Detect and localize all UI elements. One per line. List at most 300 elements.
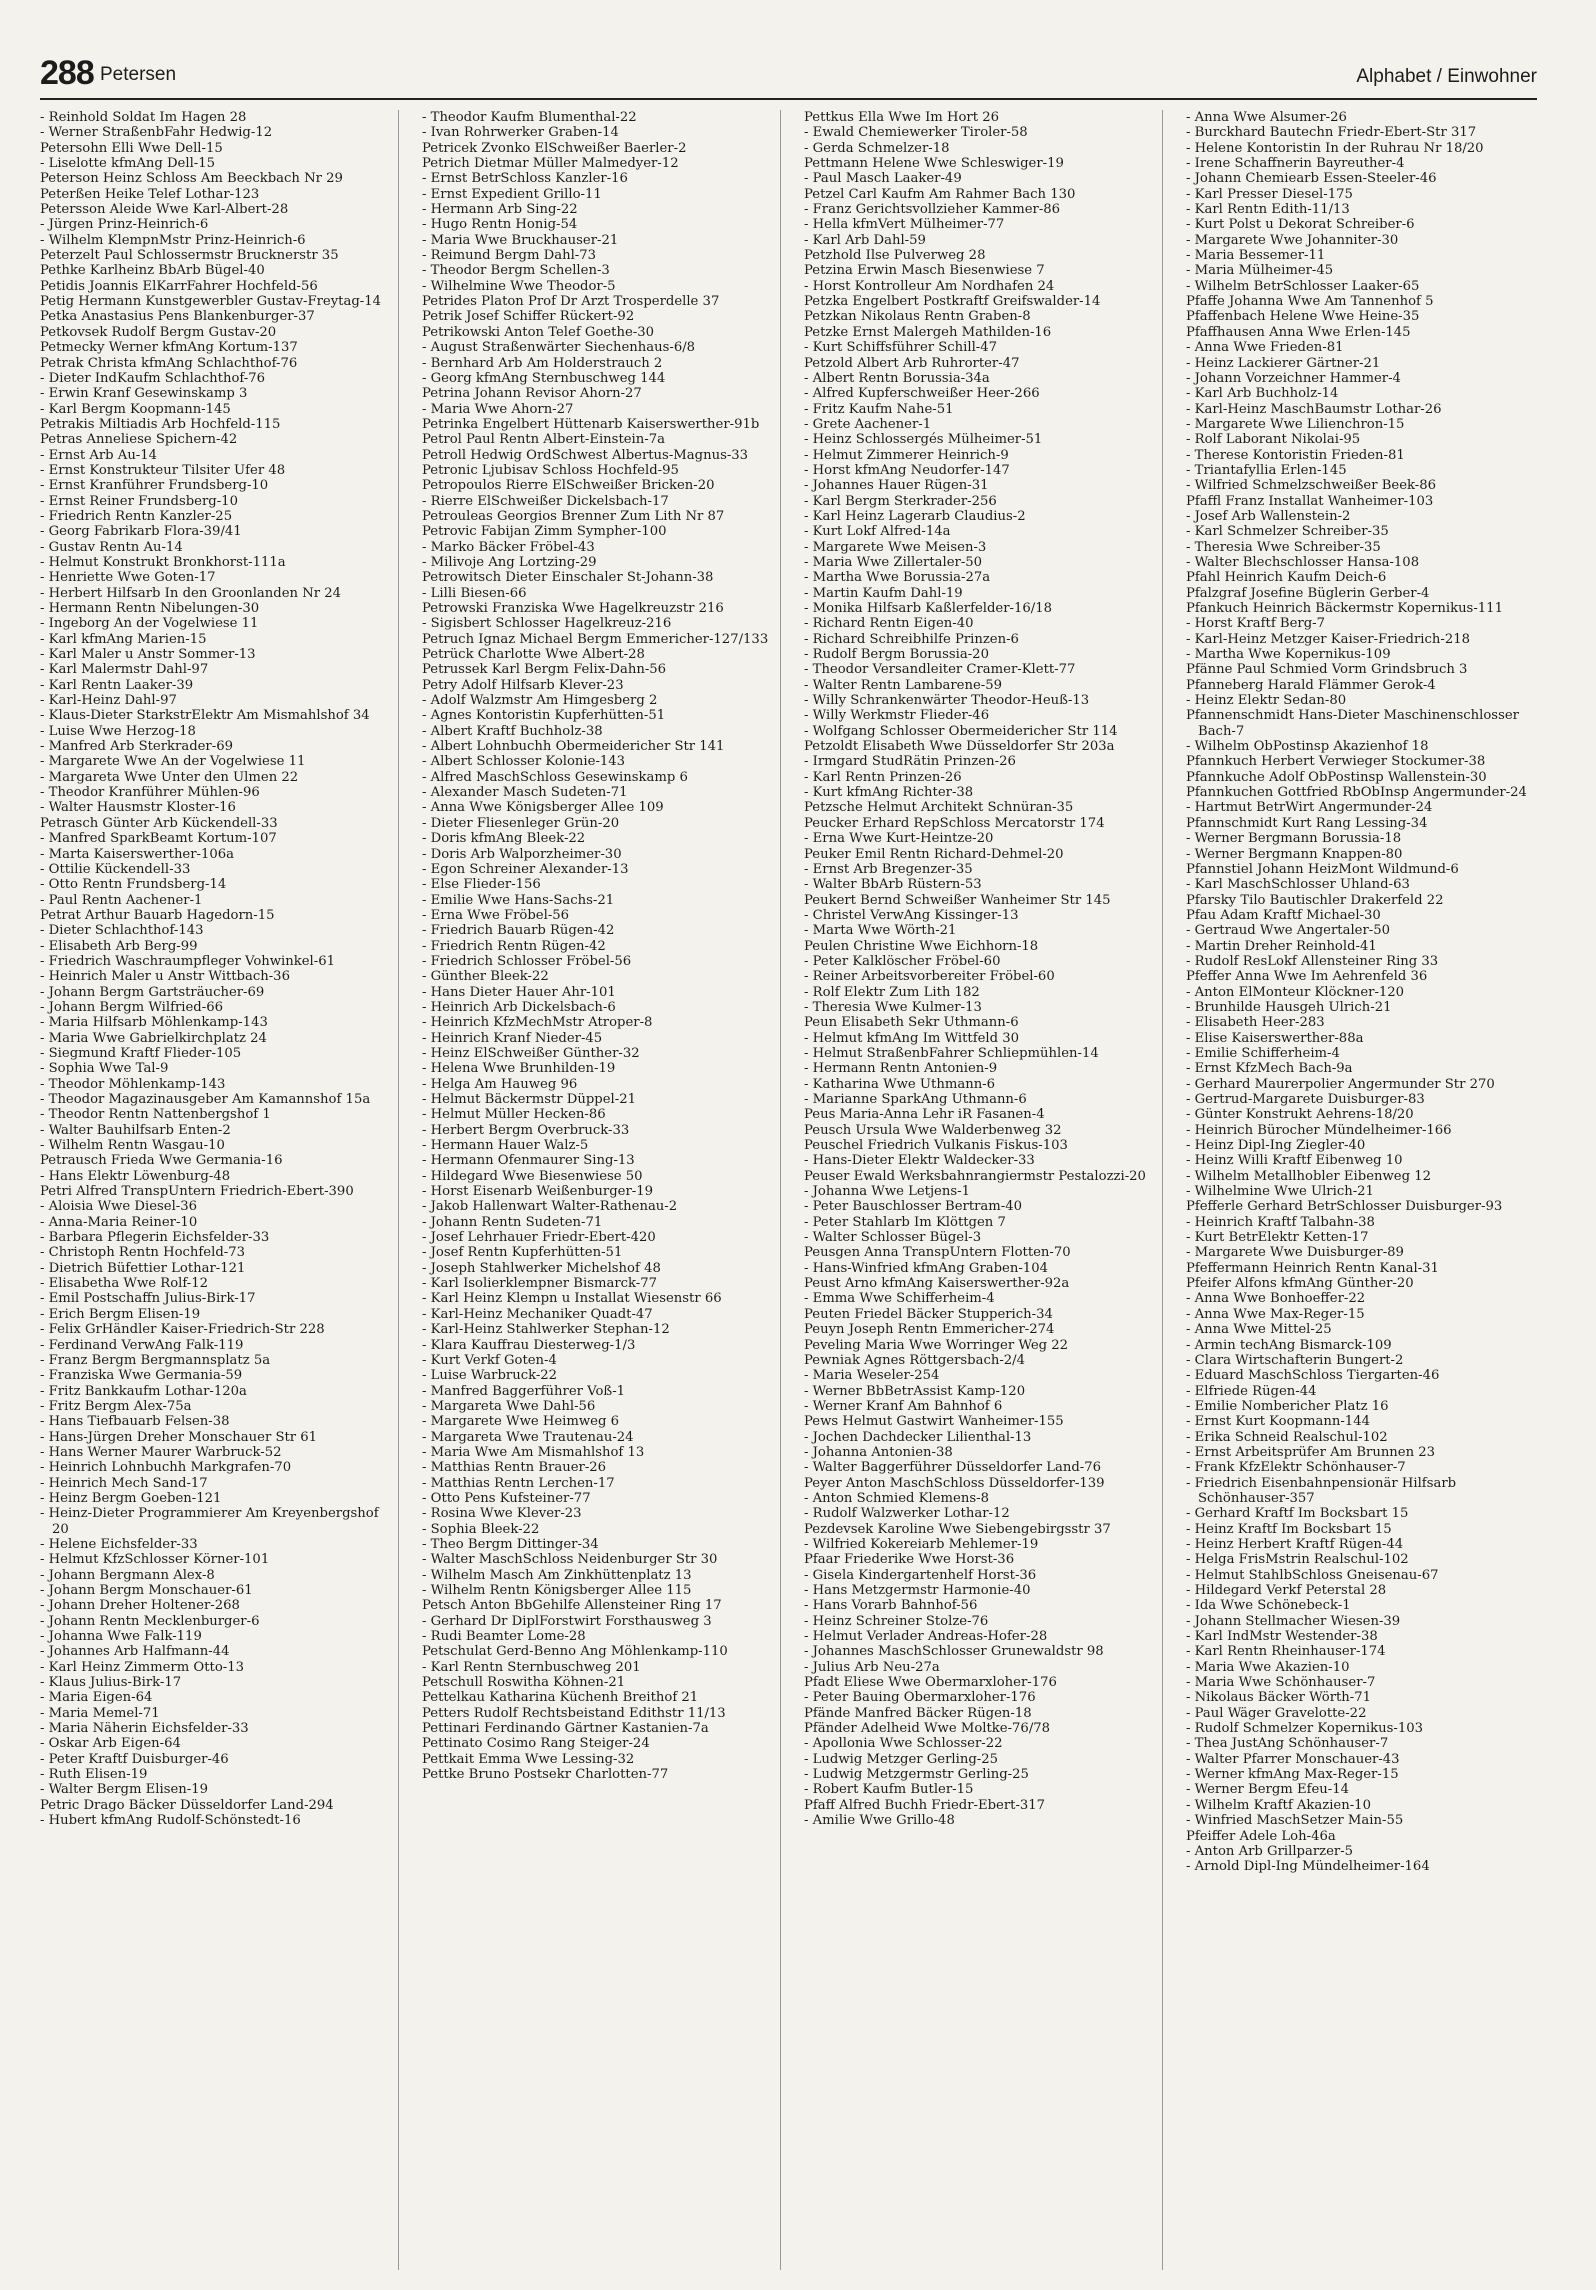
directory-entry: - Margarete Wwe An der Vogelwiese 11 [40, 754, 306, 770]
directory-entry: - Hermann Hauer Walz-5 [422, 1138, 589, 1154]
directory-entry: - Hermann Ofenmaurer Sing-13 [422, 1153, 635, 1169]
directory-entry: - Johanna Wwe Letjens-1 [804, 1184, 970, 1200]
directory-entry: - Peter Bauing Obermarxloher-176 [804, 1690, 1036, 1706]
directory-entry: - Walter Bauhilfsarb Enten-2 [40, 1122, 231, 1138]
directory-entry: - Gustav Rentn Au-14 [40, 539, 183, 555]
directory-entry: - Manfred Arb Sterkrader-69 [40, 739, 233, 755]
directory-entry: Peyer Anton MaschSchloss Düsseldorfer-139 [804, 1475, 1105, 1491]
directory-entry: - Manfred SparkBeamt Kortum-107 [40, 831, 277, 847]
directory-entry: - Ottilie Kückendell-33 [40, 861, 191, 877]
directory-entry: - Heinrich Kranf Nieder-45 [422, 1030, 603, 1046]
directory-entry: - Ernst Arbeitsprüfer Am Brunnen 23 [1186, 1444, 1436, 1460]
directory-entry: - Heinrich Maler u Anstr Wittbach-36 [40, 969, 290, 985]
directory-entry: - Erna Wwe Fröbel-56 [422, 907, 570, 923]
directory-entry: - Friedrich Rentn Rügen-42 [422, 938, 606, 954]
directory-entry: - Theodor Möhlenkamp-143 [40, 1076, 226, 1092]
directory-entry: - Richard Rentn Eigen-40 [804, 616, 974, 632]
directory-entry: - Frank KfzElektr Schönhauser-7 [1186, 1460, 1406, 1476]
directory-entry: - Matthias Rentn Lerchen-17 [422, 1475, 615, 1491]
directory-entry: - Rudolf ResLokf Allensteiner Ring 33 [1186, 953, 1439, 969]
directory-entry: - Fritz Bergm Alex-75a [40, 1398, 192, 1414]
directory-entry: - Armin techAng Bismarck-109 [1186, 1337, 1392, 1353]
directory-entry: - Reiner Arbeitsvorbereiter Fröbel-60 [804, 969, 1055, 985]
directory-entry: - Sophia Wwe Tal-9 [40, 1061, 169, 1077]
directory-entry: Pfände Manfred Bäcker Rügen-18 [804, 1705, 1032, 1721]
directory-entry: - Kurt Schiffsführer Schill-47 [804, 340, 998, 356]
directory-entry: - Margarete Wwe Duisburger-89 [1186, 1245, 1404, 1261]
directory-entry: - Luise Wwe Herzog-18 [40, 723, 196, 739]
page-number: 288 [40, 54, 94, 92]
directory-entry: - Marko Bäcker Fröbel-43 [422, 539, 595, 555]
directory-entry: - August Straßenwärter Siechenhaus-6/8 [422, 340, 696, 356]
directory-entry: Peuker Emil Rentn Richard-Dehmel-20 [804, 846, 1064, 862]
directory-entry: - Rudolf Schmelzer Kopernikus-103 [1186, 1721, 1424, 1737]
directory-entry: - Werner Bergm Efeu-14 [1186, 1782, 1350, 1798]
directory-entry: - Maria Näherin Eichsfelder-33 [40, 1721, 249, 1737]
directory-entry: - Johann Bergm Monschauer-61 [40, 1583, 253, 1598]
directory-entry: - Walter Blechschlosser Hansa-108 [1186, 554, 1420, 570]
directory-entry: Petzkan Nikolaus Rentn Graben-8 [804, 309, 1031, 325]
directory-entry: Peterson Heinz Schloss Am Beeckbach Nr 29 [40, 171, 343, 187]
running-head: Petersen [100, 64, 177, 85]
directory-entry: - Herbert Bergm Overbruck-33 [422, 1122, 630, 1138]
directory-entry: - Josef Lehrhauer Friedr-Ebert-420 [422, 1230, 656, 1246]
directory-entry: - Johann Bergmann Alex-8 [40, 1567, 215, 1583]
directory-entry: - Dieter Schlachthof-143 [40, 923, 204, 939]
directory-entry: - Elfriede Rügen-44 [1186, 1383, 1317, 1399]
directory-entry: - Franz Bergm Bergmannsplatz 5a [40, 1352, 271, 1368]
directory-entry: - Walter Schlosser Bügel-3 [804, 1230, 982, 1246]
directory-entry: Petrich Dietmar Müller Malmedyer-12 [422, 156, 679, 172]
directory-entry: - Helmut Zimmerer Heinrich-9 [804, 447, 1009, 463]
directory-entry: - Christoph Rentn Hochfeld-73 [40, 1245, 245, 1261]
directory-entry: - Heinz Schreiner Stolze-76 [804, 1613, 989, 1629]
directory-entry: - Elisabeth Arb Berg-99 [40, 938, 198, 954]
directory-entry: - Georg Fabrikarb Flora-39/41 [40, 524, 242, 540]
directory-entry: Peusch Ursula Wwe Walderbenweg 32 [804, 1122, 1062, 1138]
directory-entry: Petzka Engelbert Postkraftf Greifswalder-14 [804, 294, 1101, 310]
directory-entry: - Ida Wwe Schönebeck-1 [1186, 1598, 1351, 1614]
directory-entry: - Emilie Wwe Hans-Sachs-21 [422, 892, 615, 908]
directory-entry: - Werner StraßenbFahr Hedwig-12 [40, 125, 273, 141]
directory-entry: - Irmgard StudRätin Prinzen-26 [804, 754, 1016, 770]
directory-entry: Petric Drago Bäcker Düsseldorfer Land-294 [40, 1797, 334, 1813]
directory-entry: - Franz Gerichtsvollzieher Kammer-86 [804, 202, 1061, 218]
directory-entry: Pfefferle Gerhard BetrSchlosser Duisburger-93 [1186, 1199, 1503, 1215]
page-header [40, 54, 1537, 100]
directory-entry: Pethke Karlheinz BbArb Bügel-40 [40, 263, 265, 279]
directory-entry: - Erna Wwe Kurt-Heintze-20 [804, 831, 994, 847]
directory-entry: - Karl kfmAng Marien-15 [40, 631, 207, 647]
directory-entry: Petzoldt Elisabeth Wwe Düsseldorfer Str 203a [804, 739, 1115, 755]
directory-entry: - Dieter IndKaufm Schlachthof-76 [40, 370, 266, 386]
directory-entry: Petrikowski Anton Telef Goethe-30 [422, 324, 655, 340]
directory-entry: - Johanna Wwe Falk-119 [40, 1629, 202, 1645]
directory-entry: - Ruth Elisen-19 [40, 1767, 148, 1783]
directory-entry: - Ernst Reiner Frundsberg-10 [40, 493, 238, 509]
directory-entry: - Manfred Baggerführer Voß-1 [422, 1383, 626, 1399]
directory-entry: Petidis Joannis ElKarrFahrer Hochfeld-56 [40, 278, 318, 294]
directory-entry: - Ernst KfzMech Bach-9a [1186, 1061, 1353, 1077]
directory-entry: - Anton Schmied Klemens-8 [804, 1490, 989, 1506]
directory-entry: - Kurt Polst u Dekorat Schreiber-6 [1186, 217, 1415, 233]
directory-entry: - Heinz Lackierer Gärtner-21 [1186, 355, 1381, 371]
directory-entry: - Hans-Dieter Elektr Waldecker-33 [804, 1153, 1035, 1169]
directory-entry: - Karl Malermstr Dahl-97 [40, 662, 209, 678]
directory-entry: Pfannstiel Johann HeizMont Wildmund-6 [1186, 861, 1459, 877]
directory-entry: - Willy Werkmstr Flieder-46 [804, 708, 990, 724]
directory-entry: Pfänder Adelheid Wwe Moltke-76/78 [804, 1721, 1051, 1737]
directory-entry: - Rolf Elektr Zum Lith 182 [804, 984, 980, 1000]
directory-entry: - Werner Bergmann Borussia-18 [1186, 831, 1402, 847]
directory-entry: - Emma Wwe Schifferheim-4 [804, 1291, 995, 1307]
directory-entry: - Albert Lohnbuchh Obermeidericher Str 141 [422, 739, 725, 755]
directory-entry: - Friedrich Rentn Kanzler-25 [40, 508, 233, 524]
directory-entry: - Ingeborg An der Vogelwiese 11 [40, 616, 259, 632]
directory-entry: - Gertraud Wwe Angertaler-50 [1186, 923, 1391, 939]
directory-entry: - Theodor Kaufm Blumenthal-22 [422, 110, 637, 125]
directory-entry: - Luise Warbruck-22 [422, 1368, 558, 1384]
directory-entry: - Henriette Wwe Goten-17 [40, 570, 216, 586]
directory-entry: - Ernst Kurt Koopmann-144 [1186, 1414, 1370, 1430]
directory-entry: - Walter MaschSchloss Neidenburger Str 30 [422, 1552, 718, 1568]
directory-entry: - Helmut StahlbSchloss Gneisenau-67 [1186, 1567, 1439, 1583]
directory-entry: - Otto Rentn Frundsberg-14 [40, 877, 227, 893]
directory-entry: - Günter Konstrukt Aehrens-18/20 [1186, 1107, 1414, 1123]
directory-entry: - Wilhelm Masch Am Zinkhüttenplatz 13 [422, 1567, 692, 1583]
directory-entry: Petroll Hedwig OrdSchwest Albertus-Magnus-33 [422, 447, 749, 463]
directory-entry: - Karl Bergm Koopmann-145 [40, 401, 231, 417]
directory-entry: - Maria Mülheimer-45 [1186, 263, 1334, 279]
directory-entry: - Hella kfmVert Mülheimer-77 [804, 217, 1005, 233]
directory-entry: - Amilie Wwe Grillo-48 [804, 1813, 955, 1829]
directory-entry: - Ernst Kranführer Frundsberg-10 [40, 478, 269, 494]
column-1 [40, 110, 399, 2270]
directory-entry: - Agnes Kontoristin Kupferhütten-51 [422, 708, 666, 724]
directory-entry: - Helga FrisMstrin Realschul-102 [1186, 1552, 1409, 1568]
directory-entry: - Grete Aachener-1 [804, 416, 932, 432]
directory-entry: - Dietrich Büfettier Lothar-121 [40, 1260, 246, 1276]
directory-entry: - Peter Kalklöscher Fröbel-60 [804, 953, 1001, 969]
directory-entry: - Anna Wwe Mittel-25 [1186, 1322, 1332, 1338]
directory-entry: - Peter Stahlarb Im Klöttgen 7 [804, 1214, 1006, 1230]
directory-entry: - Helena Wwe Brunhilden-19 [422, 1061, 616, 1077]
directory-entry: - Ferdinand VerwAng Falk-119 [40, 1337, 244, 1353]
directory-entry: - Robert Kaufm Butler-15 [804, 1782, 974, 1798]
directory-entry: - Kurt BetrElektr Ketten-17 [1186, 1230, 1369, 1246]
directory-entry: Pezdevsek Karoline Wwe Siebengebirgsstr 37 [804, 1521, 1111, 1537]
directory-entry: - Richard Schreibhilfe Prinzen-6 [804, 631, 1019, 647]
directory-entry: Petzel Carl Kaufm Am Rahmer Bach 130 [804, 186, 1076, 202]
directory-entry: - Gerda Schmelzer-18 [804, 140, 950, 156]
directory-entry: Pfanneberg Harald Flämmer Gerok-4 [1186, 677, 1436, 693]
directory-entry: - Lilli Biesen-66 [422, 585, 527, 601]
directory-entry: - Heinrich Arb Dickelsbach-6 [422, 999, 616, 1015]
directory-entry: - Josef Rentn Kupferhütten-51 [422, 1245, 623, 1261]
directory-entry: - Günther Bleek-22 [422, 969, 549, 985]
directory-entry: - Helmut Müller Hecken-86 [422, 1107, 606, 1123]
directory-entry: - Maria Wwe Bruckhauser-21 [422, 232, 619, 248]
directory-entry: Peuser Ewald Werksbahnrangiermstr Pestalozzi-20 [804, 1168, 1146, 1184]
directory-entry: - Walter Bergm Elisen-19 [40, 1782, 209, 1798]
directory-entry: - Helga Am Hauweg 96 [422, 1076, 578, 1092]
directory-entry: - Bernhard Arb Am Holderstrauch 2 [422, 355, 663, 371]
directory-entry: - Walter BbArb Rüstern-53 [804, 877, 982, 893]
directory-entry: - Felix GrHändler Kaiser-Friedrich-Str 228 [40, 1322, 325, 1338]
directory-entry: Petrina Johann Revisor Ahorn-27 [422, 386, 642, 402]
directory-entry: - Peter Bauschlosser Bertram-40 [804, 1199, 1023, 1215]
directory-entry: - Walter Rentn Lambarene-59 [804, 677, 1003, 693]
directory-entry: - Helmut Verlader Andreas-Hofer-28 [804, 1629, 1048, 1645]
directory-entry: - Karl MaschSchlosser Uhland-63 [1186, 877, 1410, 893]
directory-entry: Pfaffhausen Anna Wwe Erlen-145 [1186, 324, 1411, 340]
directory-entry: Petrides Platon Prof Dr Arzt Trosperdelle 37 [422, 294, 720, 310]
directory-entry: - Hans Vorarb Bahnhof-56 [804, 1598, 978, 1614]
directory-entry: - Alexander Masch Sudeten-71 [422, 785, 628, 801]
directory-entry: - Karl-Heinz Stahlwerker Stephan-12 [422, 1322, 670, 1338]
directory-entry: - Elise Kaiserswerther-88a [1186, 1030, 1364, 1046]
directory-entry: - Rierre ElSchweißer Dickelsbach-17 [422, 493, 669, 509]
directory-entry: - Therese Kontoristin Frieden-81 [1186, 447, 1405, 463]
directory-entry: - Heinrich KfzMechMstr Atroper-8 [422, 1015, 653, 1031]
directory-entry: - Walter Hausmstr Kloster-16 [40, 800, 236, 816]
directory-entry: - Klara Kauffrau Diesterweg-1/3 [422, 1337, 636, 1353]
column-4 [1186, 110, 1544, 2270]
directory-entry: - Hugo Rentn Honig-54 [422, 217, 578, 233]
directory-entry: - Paul Wäger Gravelotte-22 [1186, 1705, 1367, 1721]
directory-entry: - Werner Bergmann Knappen-80 [1186, 846, 1403, 862]
directory-entry: Petrouleas Georgios Brenner Zum Lith Nr 87 [422, 508, 725, 524]
directory-entry: - Jürgen Prinz-Heinrich-6 [40, 217, 209, 233]
directory-entry: Petras Anneliese Spichern-42 [40, 432, 238, 448]
directory-entry: Petrak Christa kfmAng Schlachthof-76 [40, 355, 298, 371]
directory-entry: - Johanna Antonien-38 [804, 1444, 953, 1460]
directory-entry: - Horst Kontrolleur Am Nordhafen 24 [804, 278, 1055, 294]
directory-entry: - Gerhard Kraftf Im Bocksbart 15 [1186, 1506, 1409, 1522]
directory-entry: - Heinz ElSchweißer Günther-32 [422, 1045, 640, 1061]
directory-entry: - Anna Wwe Königsberger Allee 109 [422, 800, 664, 816]
directory-entry: - Helene Kontoristin In der Ruhrau Nr 18/20 [1186, 140, 1484, 156]
directory-entry: - Rudi Beamter Lome-28 [422, 1629, 586, 1645]
directory-entry: - Friedrich Bauarb Rügen-42 [422, 923, 615, 939]
directory-entry: - Wilhelm Rentn Königsberger Allee 115 [422, 1583, 692, 1598]
directory-entry: - Friedrich Eisenbahnpensionär Hilfsarb Schönhauser-357 [1186, 1475, 1457, 1506]
directory-entry: - Margarete Wwe Lilienchron-15 [1186, 416, 1405, 432]
directory-entry: - Wilhelm Metallhobler Eibenweg 12 [1186, 1168, 1432, 1184]
directory-entry: - Gerhard Dr DiplForstwirt Forsthausweg 3 [422, 1613, 712, 1629]
directory-entry: Petrowski Franziska Wwe Hagelkreuzstr 216 [422, 601, 724, 616]
directory-entry: - Kurt Verkf Goten-4 [422, 1352, 557, 1368]
directory-entry: Peuschel Friedrich Vulkanis Fiskus-103 [804, 1138, 1068, 1154]
directory-entry: - Maria Wwe Am Mismahlshof 13 [422, 1444, 645, 1460]
directory-entry: - Margarete Wwe Johanniter-30 [1186, 232, 1399, 248]
directory-entry: - Paul Masch Laaker-49 [804, 171, 962, 187]
directory-entry: - Johann Chemiearb Essen-Steeler-46 [1186, 171, 1437, 187]
directory-entry: Petka Anastasius Pens Blankenburger-37 [40, 309, 315, 325]
directory-entry: - Eduard MaschSchloss Tiergarten-46 [1186, 1368, 1440, 1384]
directory-entry: Petzke Ernst Malergeh Mathilden-16 [804, 324, 1052, 340]
directory-entry: Peust Arno kfmAng Kaiserswerther-92a [804, 1276, 1070, 1292]
directory-entry: - Hubert kfmAng Rudolf-Schönstedt-16 [40, 1813, 301, 1829]
directory-entry: - Hildegard Verkf Peterstal 28 [1186, 1583, 1387, 1598]
directory-entry: - Erich Bergm Elisen-19 [40, 1306, 201, 1322]
directory-entry: - Johann Stellmacher Wiesen-39 [1186, 1613, 1401, 1629]
directory-entry: Pews Helmut Gastwirt Wanheimer-155 [804, 1414, 1064, 1430]
directory-entry: - Werner Kranf Am Bahnhof 6 [804, 1398, 1003, 1414]
directory-entry: Petsch Anton BbGehilfe Allensteiner Ring 17 [422, 1598, 722, 1614]
directory-entry: - Alfred MaschSchloss Gesewinskamp 6 [422, 769, 688, 785]
directory-entry: - Margareta Wwe Trautenau-24 [422, 1429, 634, 1445]
directory-entry: - Horst Eisenarb Weißenburger-19 [422, 1184, 653, 1200]
directory-entry: - Werner kfmAng Max-Reger-15 [1186, 1767, 1399, 1783]
directory-entry: Petrol Paul Rentn Albert-Einstein-7a [422, 432, 665, 448]
directory-entry: Pfänne Paul Schmied Vorm Grindsbruch 3 [1186, 662, 1468, 678]
directory-entry: - Heinz Kraftf Im Bocksbart 15 [1186, 1521, 1392, 1537]
directory-entry: - Maria Wwe Schönhauser-7 [1186, 1675, 1376, 1691]
directory-entry: - Kurt kfmAng Richter-38 [804, 785, 974, 801]
directory-entry: - Paul Rentn Aachener-1 [40, 892, 203, 908]
directory-entry: Pfeiffer Adele Loh-46a [1186, 1828, 1336, 1844]
directory-entry: - Ludwig Metzgermstr Gerling-25 [804, 1767, 1029, 1783]
directory-entry: - Wilhelm KlempnMstr Prinz-Heinrich-6 [40, 232, 306, 248]
directory-entry: - Theresia Wwe Schreiber-35 [1186, 539, 1381, 555]
directory-entry: Petrinka Engelbert Hüttenarb Kaiserswerther-91b [422, 416, 760, 432]
directory-entry: - Rudolf Bergm Borussia-20 [804, 647, 989, 663]
directory-entry: Petzsche Helmut Architekt Schnüran-35 [804, 800, 1074, 816]
directory-entry: Pfahl Heinrich Kaufm Deich-6 [1186, 570, 1387, 586]
directory-entry: - Triantafyllia Erlen-145 [1186, 462, 1347, 478]
directory-entry: Pfalzgraf Josefine Büglerin Gerber-4 [1186, 585, 1430, 601]
directory-entry: - Georg kfmAng Sternbuschweg 144 [422, 370, 666, 386]
directory-entry: - Heinz Bergm Goeben-121 [40, 1490, 222, 1506]
directory-entry: - Friedrich Schlosser Fröbel-56 [422, 953, 632, 969]
directory-entry: Pettkait Emma Wwe Lessing-32 [422, 1751, 635, 1767]
directory-entry: - Ernst Arb Au-14 [40, 447, 158, 463]
directory-entry: Pfaffl Franz Installat Wanheimer-103 [1186, 493, 1434, 509]
directory-entry: - Anna Wwe Alsumer-26 [1186, 110, 1347, 125]
directory-entry: - Nikolaus Bäcker Wörth-71 [1186, 1690, 1372, 1706]
directory-entry: Petersson Aleide Wwe Karl-Albert-28 [40, 202, 289, 218]
directory-entry: Petronic Ljubisav Schloss Hochfeld-95 [422, 462, 679, 478]
directory-entry: - Anna Wwe Frieden-81 [1186, 340, 1344, 356]
directory-entry: Petrik Josef Schiffer Rückert-92 [422, 309, 635, 325]
directory-entry: - Karl Heinz Lagerarb Claudius-2 [804, 508, 1026, 524]
directory-entry: - Johann Bergm Gartsträucher-69 [40, 984, 265, 1000]
directory-entry: - Johann Dreher Holtener-268 [40, 1598, 240, 1614]
directory-entry: - Heinz Herbert Kraftf Rügen-44 [1186, 1536, 1404, 1552]
directory-entry: - Karl Maler u Anstr Sommer-13 [40, 647, 256, 663]
directory-entry: - Theo Bergm Dittinger-34 [422, 1536, 599, 1552]
directory-entry: - Fritz Kaufm Nahe-51 [804, 401, 954, 417]
directory-entry: - Helene Eichsfelder-33 [40, 1536, 198, 1552]
directory-entry: - Gerhard Maurerpolier Angermunder Str 270 [1186, 1076, 1495, 1092]
directory-entry: - Hermann Arb Sing-22 [422, 202, 578, 218]
directory-entry: - Gisela Kindergartenhelf Horst-36 [804, 1567, 1037, 1583]
directory-entry: - Karl Rentn Sternbuschweg 201 [422, 1659, 641, 1675]
directory-entry: - Theodor Bergm Schellen-3 [422, 263, 610, 279]
directory-entry: - Egon Schreiner Alexander-13 [422, 861, 629, 877]
directory-entry: Peveling Maria Wwe Worringer Weg 22 [804, 1337, 1069, 1353]
directory-entry: - Dieter Fliesenleger Grün-20 [422, 815, 620, 831]
directory-entry: - Karl Bergm Sterkrader-256 [804, 493, 997, 509]
directory-entry: - Erika Schneid Realschul-102 [1186, 1429, 1388, 1445]
directory-entry: - Martha Wwe Borussia-27a [804, 570, 991, 586]
directory-entry: - Werner BbBetrAssist Kamp-120 [804, 1383, 1026, 1399]
directory-entry: - Alfred Kupferschweißer Heer-266 [804, 386, 1040, 402]
directory-entry: Pewniak Agnes Röttgersbach-2/4 [804, 1352, 1025, 1368]
directory-entry: - Margarete Wwe Meisen-3 [804, 539, 987, 555]
directory-entry: - Apollonia Wwe Schlosser-22 [804, 1736, 1003, 1752]
directory-entry: - Burckhard Bautechn Friedr-Ebert-Str 317 [1186, 125, 1477, 141]
directory-entry: - Helmut StraßenbFahrer Schliepmühlen-14 [804, 1045, 1099, 1061]
directory-entry: - Peter Kraftf Duisburger-46 [40, 1751, 229, 1767]
directory-entry: - Anna Wwe Bonhoeffer-22 [1186, 1291, 1366, 1307]
directory-entry: - Hans Tiefbauarb Felsen-38 [40, 1414, 230, 1430]
directory-entry: Pfarsky Tilo Bautischler Drakerfeld 22 [1186, 892, 1444, 908]
directory-entry: Peucker Erhard RepSchloss Mercatorstr 174 [804, 815, 1105, 831]
directory-entry: - Sigisbert Schlosser Hagelkreuz-216 [422, 616, 672, 632]
directory-entry: - Albert Schlosser Kolonie-143 [422, 754, 626, 770]
directory-entry: - Oskar Arb Eigen-64 [40, 1736, 181, 1752]
directory-entry: - Elisabetha Wwe Rolf-12 [40, 1276, 209, 1292]
directory-entry: - Theodor Rentn Nattenbergshof 1 [40, 1107, 271, 1123]
directory-entry: Pfannschmidt Kurt Rang Lessing-34 [1186, 815, 1428, 831]
directory-entry: - Hans Metzgermstr Harmonie-40 [804, 1583, 1031, 1598]
directory-entry: Petschull Roswitha Köhnen-21 [422, 1675, 626, 1691]
directory-entry: - Heinrich Lohnbuchh Markgrafen-70 [40, 1460, 292, 1476]
directory-entry: - Jochen Dachdecker Lilienthal-13 [804, 1429, 1032, 1445]
directory-entry: - Gertrud-Margarete Duisburger-83 [1186, 1092, 1425, 1107]
directory-entry: - Emil Postschaffn Julius-Birk-17 [40, 1291, 256, 1307]
directory-entry: - Wilhelmine Wwe Ulrich-21 [1186, 1184, 1374, 1200]
directory-entry: Petrakis Miltiadis Arb Hochfeld-115 [40, 416, 281, 432]
column-3 [804, 110, 1163, 2270]
directory-entry: - Karl Presser Diesel-175 [1186, 186, 1353, 202]
directory-entry: Pettmann Helene Wwe Schleswiger-19 [804, 156, 1064, 172]
directory-entry: Petzhold Ilse Pulverweg 28 [804, 248, 986, 264]
directory-entry: - Clara Wirtschafterin Bungert-2 [1186, 1352, 1404, 1368]
directory-entry: - Thea JustAng Schönhauser-7 [1186, 1736, 1389, 1752]
directory-entry: - Marta Kaiserswerther-106a [40, 846, 235, 862]
directory-entry: Peterßen Heike Telef Lothar-123 [40, 186, 260, 202]
directory-entry: - Otto Pens Kufsteiner-77 [422, 1490, 591, 1506]
directory-entry: - Albert Kraftf Buchholz-38 [422, 723, 603, 739]
directory-entry: - Maria Hilfsarb Möhlenkamp-143 [40, 1015, 268, 1031]
directory-entry: - Heinz-Dieter Programmierer Am Kreyenbergshof 20 [40, 1506, 379, 1537]
directory-entry: - Herbert Hilfsarb In den Groonlanden Nr 24 [40, 585, 342, 601]
directory-entry: Pettinari Ferdinando Gärtner Kastanien-7a [422, 1721, 709, 1737]
directory-entry: - Karl-Heinz Dahl-97 [40, 693, 177, 709]
directory-entry: - Ernst Expedient Grillo-11 [422, 186, 602, 202]
directory-entry: - Johannes Arb Halfmann-44 [40, 1644, 230, 1660]
directory-entry: - Maria Weseler-254 [804, 1368, 940, 1384]
directory-entry: Petry Adolf Hilfsarb Klever-23 [422, 677, 624, 693]
directory-entry: - Johann Bergm Wilfried-66 [40, 999, 223, 1015]
directory-entry: Pfeifer Alfons kfmAng Günther-20 [1186, 1276, 1414, 1292]
directory-entry: Peterzelt Paul Schlossermstr Brucknerstr 35 [40, 248, 339, 264]
directory-entry: Peus Maria-Anna Lehr iR Fasanen-4 [804, 1107, 1045, 1123]
directory-entry: Petrück Charlotte Wwe Albert-28 [422, 647, 645, 663]
directory-entry: - Irene Schaffnerin Bayreuther-4 [1186, 156, 1405, 172]
directory-entry: - Johann Rentn Sudeten-71 [422, 1214, 603, 1230]
directory-entry: Petri Alfred TranspUntern Friedrich-Ebert-390 [40, 1184, 354, 1200]
directory-entry: - Franziska Wwe Germania-59 [40, 1368, 243, 1384]
directory-entry: - Karl Rentn Laaker-39 [40, 677, 194, 693]
directory-entry: - Heinrich Mech Sand-17 [40, 1475, 208, 1491]
directory-entry: Pettkus Ella Wwe Im Hort 26 [804, 110, 1000, 125]
column-2 [422, 110, 781, 2270]
directory-entry: Petschulat Gerd-Benno Ang Möhlenkamp-110 [422, 1644, 728, 1660]
